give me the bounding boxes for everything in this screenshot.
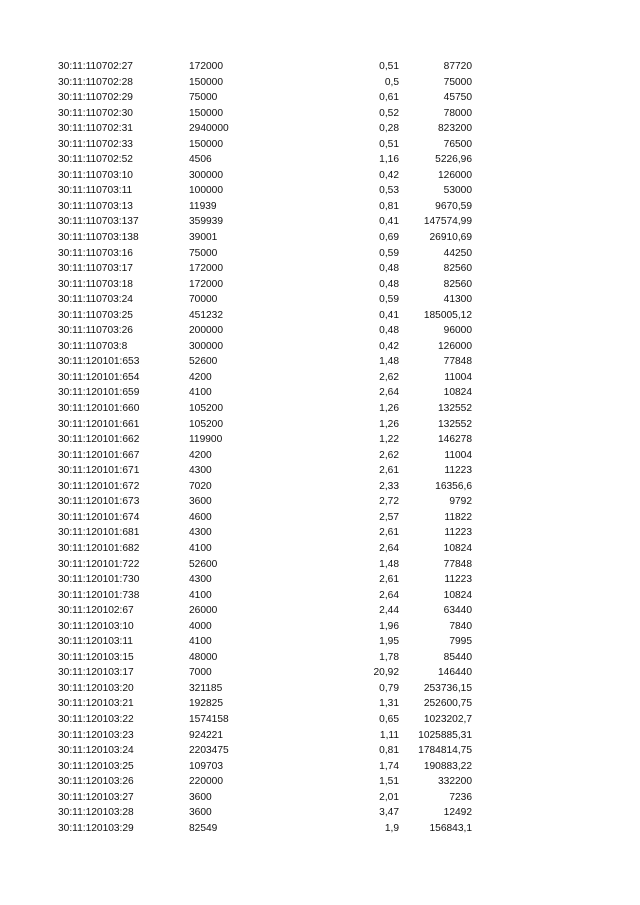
rate-cell: 1,74 [379,760,399,772]
area-cell: 3600 [189,807,212,819]
table-row [0,277,640,293]
cadastral-number-cell: 30:11:120103:22 [58,713,134,725]
rate-cell: 0,51 [379,138,399,150]
rate-cell: 2,72 [379,496,399,508]
area-cell: 300000 [189,169,223,181]
value-cell: 126000 [438,340,472,352]
area-cell: 4506 [189,154,212,166]
rate-cell: 0,52 [379,107,399,119]
table-row [0,417,640,433]
cadastral-number-cell: 30:11:120103:28 [58,807,134,819]
cadastral-number-cell: 30:11:110703:13 [58,200,133,212]
table-row [0,572,640,588]
area-cell: 172000 [189,278,223,290]
value-cell: 10824 [443,387,472,399]
table-row [0,557,640,573]
rate-cell: 0,48 [379,278,399,290]
area-cell: 4300 [189,465,212,477]
cadastral-number-cell: 30:11:120103:20 [58,682,134,694]
table-row [0,401,640,417]
cadastral-number-cell: 30:11:110703:8 [58,340,128,352]
table-row [0,494,640,510]
table-row [0,137,640,153]
area-cell: 4200 [189,371,212,383]
cadastral-number-cell: 30:11:120101:667 [58,449,140,461]
area-cell: 4200 [189,449,212,461]
table-row [0,354,640,370]
rate-cell: 2,44 [379,605,399,617]
area-cell: 75000 [189,92,218,104]
area-cell: 150000 [189,138,223,150]
rate-cell: 2,57 [379,511,399,523]
rate-cell: 1,96 [379,620,399,632]
area-cell: 1574158 [189,713,229,725]
cadastral-number-cell: 30:11:110703:26 [58,325,133,337]
rate-cell: 2,61 [379,574,399,586]
area-cell: 7000 [189,667,212,679]
value-cell: 823200 [438,123,472,135]
area-cell: 172000 [189,263,223,275]
cadastral-number-cell: 30:11:110702:28 [58,76,133,88]
value-cell: 146278 [438,434,472,446]
cadastral-number-cell: 30:11:120103:11 [58,636,133,648]
value-cell: 126000 [438,169,472,181]
table-row [0,230,640,246]
cadastral-number-cell: 30:11:120101:674 [58,511,140,523]
rate-cell: 2,61 [379,465,399,477]
rate-cell: 2,61 [379,527,399,539]
table-row [0,463,640,479]
value-cell: 75000 [443,76,472,88]
table-row [0,603,640,619]
table-row [0,448,640,464]
rate-cell: 2,33 [379,480,399,492]
value-cell: 7840 [449,620,472,632]
area-cell: 109703 [189,760,223,772]
value-cell: 12492 [443,807,472,819]
area-cell: 2940000 [189,123,229,135]
rate-cell: 1,11 [379,729,399,741]
rate-cell: 1,26 [379,418,399,430]
area-cell: 321185 [189,682,223,694]
value-cell: 77848 [443,558,472,570]
area-cell: 26000 [189,605,218,617]
area-cell: 200000 [189,325,223,337]
cadastral-number-cell: 30:11:120103:27 [58,791,134,803]
rate-cell: 0,28 [379,123,399,135]
rate-cell: 0,48 [379,325,399,337]
table-row [0,308,640,324]
cadastral-number-cell: 30:11:120101:662 [58,434,140,446]
value-cell: 9792 [449,496,472,508]
rate-cell: 0,65 [379,713,399,725]
area-cell: 52600 [189,356,218,368]
area-cell: 4100 [189,542,212,554]
rate-cell: 2,64 [379,387,399,399]
table-row [0,790,640,806]
area-cell: 4300 [189,574,212,586]
cadastral-number-cell: 30:11:110703:137 [58,216,139,228]
value-cell: 63440 [443,605,472,617]
area-cell: 4100 [189,387,212,399]
area-cell: 2203475 [189,745,229,757]
area-cell: 82549 [189,822,218,834]
area-cell: 192825 [189,698,223,710]
table-row [0,665,640,681]
rate-cell: 0,59 [379,294,399,306]
table-row [0,479,640,495]
value-cell: 252600,75 [423,698,472,710]
cadastral-number-cell: 30:11:120103:24 [58,745,134,757]
table-row [0,634,640,650]
rate-cell: 1,22 [379,434,399,446]
value-cell: 45750 [443,92,472,104]
cadastral-number-cell: 30:11:120101:672 [58,480,140,492]
table-row [0,510,640,526]
table-row [0,728,640,744]
table-row [0,106,640,122]
rate-cell: 0,42 [379,169,399,181]
cadastral-number-cell: 30:11:120101:661 [58,418,140,430]
area-cell: 4600 [189,511,212,523]
cadastral-number-cell: 30:11:110702:29 [58,92,133,104]
table-row [0,681,640,697]
cadastral-number-cell: 30:11:120101:654 [58,371,140,383]
area-cell: 100000 [189,185,223,197]
value-cell: 253736,15 [423,682,472,694]
table-row [0,90,640,106]
area-cell: 105200 [189,403,223,415]
cadastral-number-cell: 30:11:110702:27 [58,61,133,72]
cadastral-number-cell: 30:11:110702:30 [58,107,133,119]
rate-cell: 1,31 [379,698,399,710]
cadastral-number-cell: 30:11:120103:29 [58,822,134,834]
table-row [0,183,640,199]
area-cell: 11939 [189,200,217,212]
cadastral-number-cell: 30:11:110703:11 [58,185,133,197]
rate-cell: 1,9 [384,822,399,834]
table-row [0,121,640,137]
area-cell: 70000 [189,294,218,306]
cadastral-number-cell: 30:11:120102:67 [58,605,134,617]
data-table [0,59,640,836]
value-cell: 146440 [438,667,472,679]
area-cell: 300000 [189,340,223,352]
area-cell: 359939 [189,216,223,228]
value-cell: 7236 [449,791,472,803]
value-cell: 190883,22 [423,760,472,772]
table-row [0,323,640,339]
rate-cell: 0,81 [379,745,399,757]
cadastral-number-cell: 30:11:120101:730 [58,574,140,586]
rate-cell: 0,59 [379,247,399,259]
area-cell: 7020 [189,480,212,492]
value-cell: 9670,59 [435,200,472,212]
rate-cell: 0,48 [379,263,399,275]
table-row [0,432,640,448]
value-cell: 5226,96 [435,154,472,166]
cadastral-number-cell: 30:11:120101:671 [58,465,140,477]
value-cell: 11822 [444,511,472,523]
area-cell: 119900 [189,434,223,446]
cadastral-number-cell: 30:11:120101:659 [58,387,140,399]
rate-cell: 3,47 [379,807,399,819]
cadastral-number-cell: 30:11:120101:660 [58,403,140,415]
value-cell: 53000 [443,185,472,197]
cadastral-number-cell: 30:11:120101:682 [58,542,140,554]
value-cell: 1023202,7 [423,713,472,725]
table-row [0,261,640,277]
rate-cell: 1,48 [379,558,399,570]
value-cell: 332200 [438,776,472,788]
table-row [0,821,640,837]
value-cell: 11223 [444,465,472,477]
value-cell: 11223 [444,574,472,586]
table-row [0,199,640,215]
table-row [0,75,640,91]
rate-cell: 2,64 [379,542,399,554]
table-row [0,152,640,168]
rate-cell: 0,42 [379,340,399,352]
cadastral-number-cell: 30:11:120103:26 [58,776,134,788]
area-cell: 39001 [189,232,218,244]
value-cell: 11004 [444,371,472,383]
area-cell: 52600 [189,558,218,570]
cadastral-number-cell: 30:11:120103:15 [58,651,134,663]
value-cell: 16356,6 [435,480,472,492]
value-cell: 96000 [443,325,472,337]
table-row [0,292,640,308]
cadastral-number-cell: 30:11:120101:673 [58,496,140,508]
table-row [0,385,640,401]
table-row [0,696,640,712]
cadastral-number-cell: 30:11:110703:25 [58,309,133,321]
rate-cell: 1,78 [379,651,399,663]
rate-cell: 0,51 [379,61,399,72]
area-cell: 220000 [189,776,223,788]
table-row [0,805,640,821]
value-cell: 7995 [449,636,472,648]
cadastral-number-cell: 30:11:120103:21 [58,698,134,710]
value-cell: 1025885,31 [418,729,472,741]
cadastral-number-cell: 30:11:120103:10 [58,620,134,632]
rate-cell: 2,01 [379,791,399,803]
area-cell: 924221 [189,729,223,741]
value-cell: 78000 [443,107,472,119]
area-cell: 105200 [189,418,223,430]
table-row [0,168,640,184]
value-cell: 87720 [443,61,472,72]
area-cell: 4000 [189,620,212,632]
cadastral-number-cell: 30:11:120101:681 [58,527,140,539]
rate-cell: 2,62 [379,449,399,461]
rate-cell: 0,81 [379,200,399,212]
value-cell: 156843,1 [429,822,472,834]
cadastral-number-cell: 30:11:120103:17 [58,667,134,679]
cadastral-number-cell: 30:11:120103:25 [58,760,134,772]
area-cell: 3600 [189,496,212,508]
rate-cell: 1,16 [379,154,399,166]
cadastral-number-cell: 30:11:110702:52 [58,154,133,166]
rate-cell: 0,5 [384,76,399,88]
value-cell: 11004 [444,449,472,461]
area-cell: 451232 [189,309,223,321]
value-cell: 1784814,75 [418,745,472,757]
cadastral-number-cell: 30:11:110702:31 [58,123,133,135]
area-cell: 48000 [189,651,218,663]
cadastral-number-cell: 30:11:120101:722 [58,558,140,570]
cadastral-number-cell: 30:11:110703:17 [58,263,133,275]
rate-cell: 1,48 [379,356,399,368]
table-row [0,743,640,759]
value-cell: 11223 [444,527,472,539]
area-cell: 150000 [189,107,223,119]
rate-cell: 1,95 [379,636,399,648]
rate-cell: 0,41 [379,309,399,321]
table-row [0,759,640,775]
cadastral-number-cell: 30:11:120101:738 [58,589,140,601]
value-cell: 82560 [443,278,472,290]
rate-cell: 2,62 [379,371,399,383]
table-row [0,774,640,790]
area-cell: 75000 [189,247,218,259]
value-cell: 26910,69 [429,232,472,244]
rate-cell: 1,51 [379,776,399,788]
rate-cell: 1,26 [379,403,399,415]
table-row [0,214,640,230]
table-row [0,541,640,557]
rate-cell: 0,61 [379,92,399,104]
cadastral-number-cell: 30:11:110703:24 [58,294,133,306]
table-row [0,525,640,541]
rate-cell: 2,64 [379,589,399,601]
cadastral-number-cell: 30:11:110703:16 [58,247,133,259]
cadastral-number-cell: 30:11:110702:33 [58,138,133,150]
area-cell: 4300 [189,527,212,539]
value-cell: 132552 [438,418,472,430]
area-cell: 150000 [189,76,223,88]
area-cell: 4100 [189,636,212,648]
cadastral-number-cell: 30:11:110703:18 [58,278,133,290]
table-row [0,619,640,635]
table-row [0,370,640,386]
table-row [0,59,640,75]
value-cell: 10824 [443,542,472,554]
rate-cell: 0,69 [379,232,399,244]
cadastral-number-cell: 30:11:120103:23 [58,729,134,741]
area-cell: 172000 [189,61,223,72]
table-row [0,650,640,666]
value-cell: 82560 [443,263,472,275]
value-cell: 10824 [443,589,472,601]
value-cell: 185005,12 [423,309,472,321]
value-cell: 44250 [443,247,472,259]
value-cell: 147574,99 [423,216,472,228]
table-row [0,339,640,355]
value-cell: 76500 [443,138,472,150]
cadastral-number-cell: 30:11:110703:138 [58,232,139,244]
value-cell: 41300 [443,294,472,306]
area-cell: 3600 [189,791,212,803]
value-cell: 132552 [438,403,472,415]
table-row [0,246,640,262]
cadastral-number-cell: 30:11:110703:10 [58,169,133,181]
rate-cell: 20,92 [373,667,399,679]
area-cell: 4100 [189,589,212,601]
table-row [0,712,640,728]
rate-cell: 0,53 [379,185,399,197]
value-cell: 77848 [443,356,472,368]
cadastral-number-cell: 30:11:120101:653 [58,356,140,368]
rate-cell: 0,79 [379,682,399,694]
rate-cell: 0,41 [379,216,399,228]
table-row [0,588,640,604]
value-cell: 85440 [443,651,472,663]
